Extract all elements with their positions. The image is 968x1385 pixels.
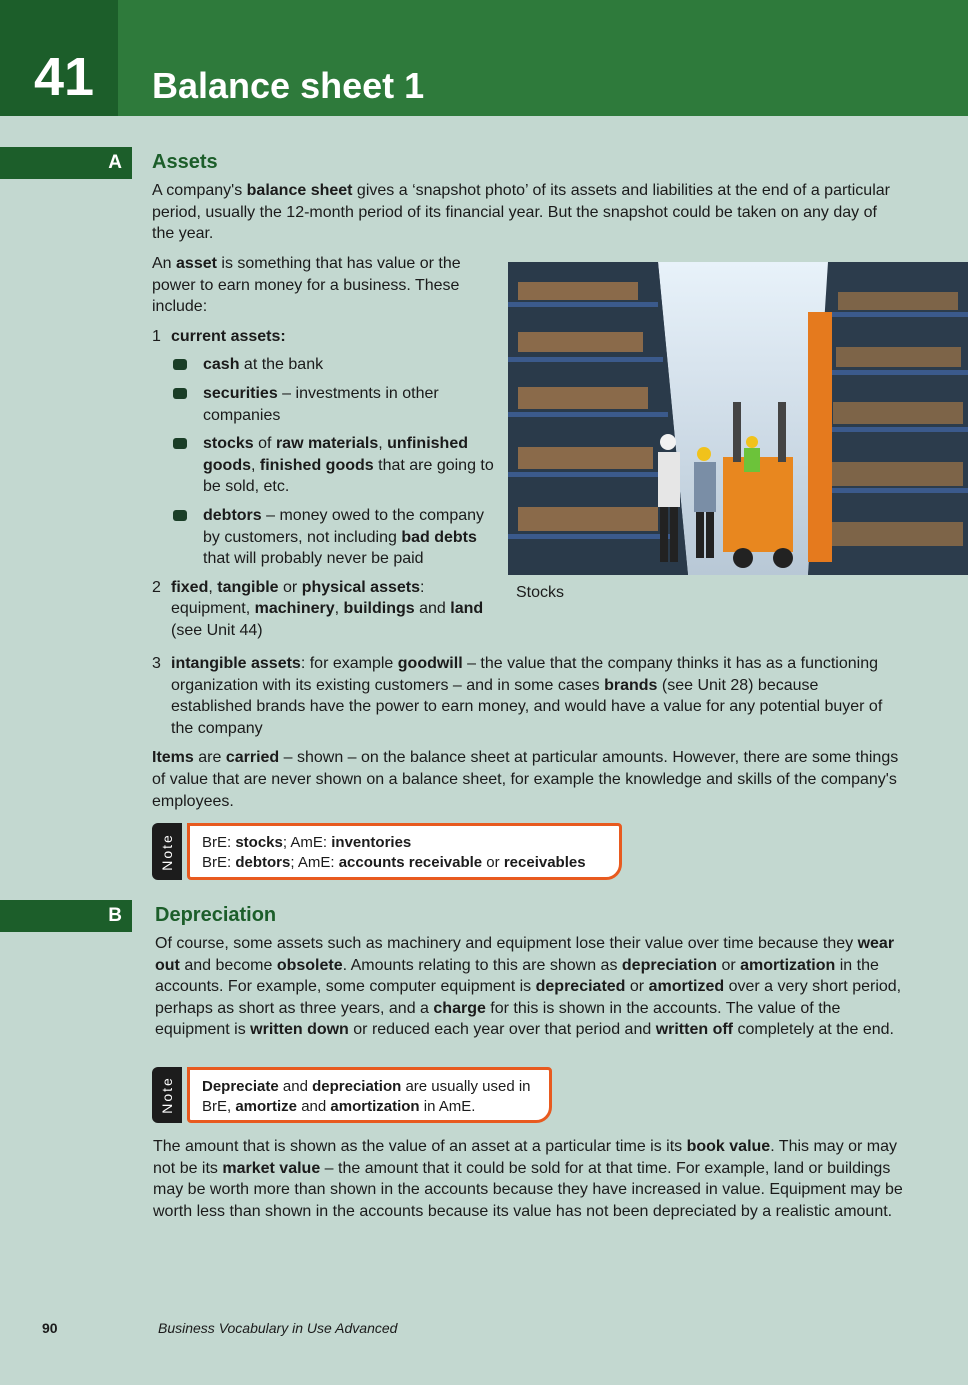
unit-number: 41 [34,47,95,107]
unit-number-box [0,0,118,116]
asset-list-column [152,253,502,649]
bullet-icon [173,359,187,370]
bullet-item [152,505,502,570]
page-number: 90 [42,1320,58,1336]
depreciation-paragraph: Of course, some assets such as machinery and equipment lose their value over time because they wear out and become obsolete. Amounts relating to this are shown as depreciation or amortization in the accounts. For example, some computer equipment is depreciated or amortized over a very short period, perhaps as short as three years, and a charge for this is shown in the accounts. The value of the equipment is written down or reduced each year over that period and written off completely at the end. [155,935,902,1039]
bullet-text: stocks of raw materials, unfinished goods, finished goods that are going to be sold, etc. [203,435,494,496]
bullet-icon [173,438,187,449]
bullet-text: securities – investments in other companies [203,384,439,424]
bullet-item [152,433,502,498]
section-a-title: Assets [152,151,218,173]
photo-caption: Stocks [516,584,565,601]
note-line: BrE: debtors; AmE: accounts receivable or receivables [202,854,586,871]
section-b-letter: B [108,905,122,926]
bullet-icon [173,510,187,521]
book-title: Business Vocabulary in Use Advanced [158,1320,398,1336]
note-text: Depreciate and depreciation are usually used in BrE, amortize and amortization in AmE. [202,1078,531,1115]
item-number: 2 [152,578,161,596]
bullet-icon [173,388,187,399]
section-b-body [155,933,905,1049]
list-item [152,653,902,739]
item-text: fixed, tangible or physical assets: equipment, machinery, buildings and land (see Unit 44) [171,578,484,639]
unit-header [0,0,968,116]
item-text: current assets: [171,327,286,345]
asset-definition: An asset is something that has value or the power to earn money for a business. These include: [152,255,461,316]
note-content [187,823,622,880]
item-number: 1 [152,327,161,345]
section-a-letter: A [108,152,122,173]
section-a-continued [152,653,902,820]
note-tab [152,1067,182,1123]
book-value-section [153,1136,908,1230]
list-item [152,577,502,642]
bullet-text: cash at the bank [203,356,324,374]
items-carried-paragraph: Items are carried – shown – on the balance sheet at particular amounts. However, there are some things of value that are never shown on a balance sheet, for example the knowledge and skills of the company's employees. [152,749,899,810]
book-value-paragraph: The amount that is shown as the value of an asset at a particular time is its book value. This may or may not be its market value – the amount that it could be sold for at that time. For example, land or buildings may be worth more than shown in the accounts because they have increased in value. Equipment may be worth less than shown in the accounts because its value has not been depreciated by a realistic amount. [153,1138,903,1220]
note-label: Note [159,832,175,871]
section-b-title: Depreciation [155,904,277,926]
note-box [152,823,622,880]
warehouse-photo [508,262,968,575]
bullet-item [152,383,502,426]
unit-title: Balance sheet 1 [152,65,425,106]
warehouse-illustration [508,262,968,575]
note-label: Note [159,1076,175,1114]
bullet-text: debtors – money owed to the company by customers, not including bad debts that will probably never be paid [203,506,485,568]
item-text: intangible assets: for example goodwill – the value that the company thinks it has as a functioning organization with its existing customers – and in some cases brands (see Unit 28) because established brands have the power to earn money, and would have a value for any potential buyer of the company [171,655,883,737]
item-number: 3 [152,655,161,672]
section-b-tab [0,900,132,932]
section-a-intro [152,180,902,253]
list-item [152,326,502,348]
note-content [187,1067,552,1123]
note-line: BrE: stocks; AmE: inventories [202,834,412,851]
note-box [152,1067,552,1123]
section-a-tab [0,147,132,179]
balance-sheet-intro: A company's balance sheet gives a ‘snapshot photo’ of its assets and liabilities at the end of a particular period, usually the 12-month period of its financial year. But the snapshot could be taken on any day of the year. [152,182,890,243]
bullet-item [152,354,502,376]
note-tab [152,823,182,880]
